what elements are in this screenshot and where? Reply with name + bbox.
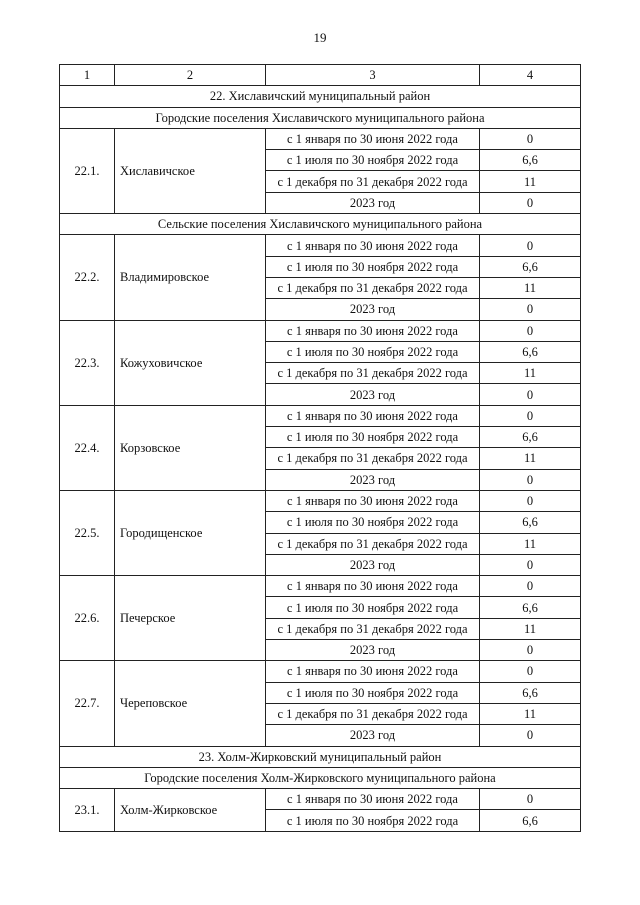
period-cell: с 1 января по 30 июня 2022 года: [266, 235, 480, 256]
value-cell: 0: [480, 320, 581, 341]
section-row: [60, 746, 581, 767]
period-cell: 2023 год: [266, 469, 480, 490]
value-cell: 11: [480, 703, 581, 724]
period-cell: с 1 июля по 30 ноября 2022 года: [266, 682, 480, 703]
period-cell: с 1 июля по 30 ноября 2022 года: [266, 597, 480, 618]
value-cell: 6,6: [480, 597, 581, 618]
period-cell: 2023 год: [266, 554, 480, 575]
value-cell: 0: [480, 640, 581, 661]
period-cell: с 1 декабря по 31 декабря 2022 года: [266, 618, 480, 639]
settlement-name: Городищенское: [115, 490, 266, 575]
group-title: Городские поселения Холм-Жирковского муниципального района: [60, 767, 581, 788]
group-row: [60, 107, 581, 128]
column-header: 3: [266, 65, 480, 86]
value-cell: 6,6: [480, 512, 581, 533]
period-cell: 2023 год: [266, 384, 480, 405]
period-cell: с 1 декабря по 31 декабря 2022 года: [266, 533, 480, 554]
value-cell: 6,6: [480, 682, 581, 703]
table-row: [60, 128, 581, 149]
value-cell: 0: [480, 192, 581, 213]
settlement-name: Хиславичское: [115, 128, 266, 213]
entry-number: 22.7.: [60, 661, 115, 746]
entry-number: 22.2.: [60, 235, 115, 320]
period-cell: с 1 июля по 30 ноября 2022 года: [266, 256, 480, 277]
value-cell: 0: [480, 554, 581, 575]
value-cell: 6,6: [480, 150, 581, 171]
value-cell: 11: [480, 171, 581, 192]
period-cell: с 1 июля по 30 ноября 2022 года: [266, 341, 480, 362]
value-cell: 6,6: [480, 256, 581, 277]
section-row: [60, 86, 581, 107]
section-title: 23. Холм-Жирковский муниципальный район: [60, 746, 581, 767]
group-row: [60, 767, 581, 788]
column-header: 2: [115, 65, 266, 86]
period-cell: с 1 декабря по 31 декабря 2022 года: [266, 277, 480, 298]
value-cell: 0: [480, 469, 581, 490]
value-cell: 6,6: [480, 427, 581, 448]
settlement-name: Череповское: [115, 661, 266, 746]
column-header: 1: [60, 65, 115, 86]
period-cell: с 1 декабря по 31 декабря 2022 года: [266, 703, 480, 724]
value-cell: 11: [480, 448, 581, 469]
period-cell: с 1 января по 30 июня 2022 года: [266, 490, 480, 511]
entry-number: 22.6.: [60, 576, 115, 661]
value-cell: 0: [480, 235, 581, 256]
value-cell: 11: [480, 277, 581, 298]
tariff-table: [59, 64, 581, 832]
table-row: [60, 320, 581, 341]
period-cell: с 1 декабря по 31 декабря 2022 года: [266, 363, 480, 384]
table-row: [60, 235, 581, 256]
value-cell: 0: [480, 299, 581, 320]
column-header: 4: [480, 65, 581, 86]
entry-number: 22.5.: [60, 490, 115, 575]
group-row: [60, 214, 581, 235]
settlement-name: Кожуховичское: [115, 320, 266, 405]
period-cell: с 1 января по 30 июня 2022 года: [266, 661, 480, 682]
value-cell: 11: [480, 533, 581, 554]
value-cell: 11: [480, 618, 581, 639]
value-cell: 0: [480, 661, 581, 682]
period-cell: с 1 января по 30 июня 2022 года: [266, 320, 480, 341]
table-row: [60, 405, 581, 426]
period-cell: с 1 июля по 30 ноября 2022 года: [266, 512, 480, 533]
entry-number: 22.4.: [60, 405, 115, 490]
period-cell: с 1 января по 30 июня 2022 года: [266, 405, 480, 426]
value-cell: 0: [480, 490, 581, 511]
settlement-name: Печерское: [115, 576, 266, 661]
settlement-name: Корзовское: [115, 405, 266, 490]
entry-number: 23.1.: [60, 789, 115, 832]
section-title: 22. Хиславичский муниципальный район: [60, 86, 581, 107]
value-cell: 6,6: [480, 341, 581, 362]
value-cell: 0: [480, 405, 581, 426]
period-cell: с 1 января по 30 июня 2022 года: [266, 789, 480, 810]
table-body: [60, 65, 581, 832]
table-row: [60, 490, 581, 511]
page-number: 19: [313, 30, 327, 45]
table-row: [60, 789, 581, 810]
period-cell: с 1 июля по 30 ноября 2022 года: [266, 427, 480, 448]
entry-number: 22.3.: [60, 320, 115, 405]
settlement-name: Владимировское: [115, 235, 266, 320]
period-cell: 2023 год: [266, 192, 480, 213]
group-title: Городские поселения Хиславичского муниципального района: [60, 107, 581, 128]
period-cell: 2023 год: [266, 299, 480, 320]
period-cell: 2023 год: [266, 640, 480, 661]
value-cell: 0: [480, 384, 581, 405]
value-cell: 11: [480, 363, 581, 384]
period-cell: с 1 января по 30 июня 2022 года: [266, 576, 480, 597]
value-cell: 0: [480, 576, 581, 597]
entry-number: 22.1.: [60, 128, 115, 213]
value-cell: 0: [480, 789, 581, 810]
value-cell: 6,6: [480, 810, 581, 831]
period-cell: с 1 июля по 30 ноября 2022 года: [266, 150, 480, 171]
table-row: [60, 661, 581, 682]
table-header-row: [60, 65, 581, 86]
settlement-name: Холм-Жирковское: [115, 789, 266, 832]
period-cell: с 1 декабря по 31 декабря 2022 года: [266, 171, 480, 192]
period-cell: с 1 декабря по 31 декабря 2022 года: [266, 448, 480, 469]
value-cell: 0: [480, 725, 581, 746]
table-row: [60, 576, 581, 597]
group-title: Сельские поселения Хиславичского муниципального района: [60, 214, 581, 235]
period-cell: с 1 июля по 30 ноября 2022 года: [266, 810, 480, 831]
value-cell: 0: [480, 128, 581, 149]
period-cell: с 1 января по 30 июня 2022 года: [266, 128, 480, 149]
period-cell: 2023 год: [266, 725, 480, 746]
